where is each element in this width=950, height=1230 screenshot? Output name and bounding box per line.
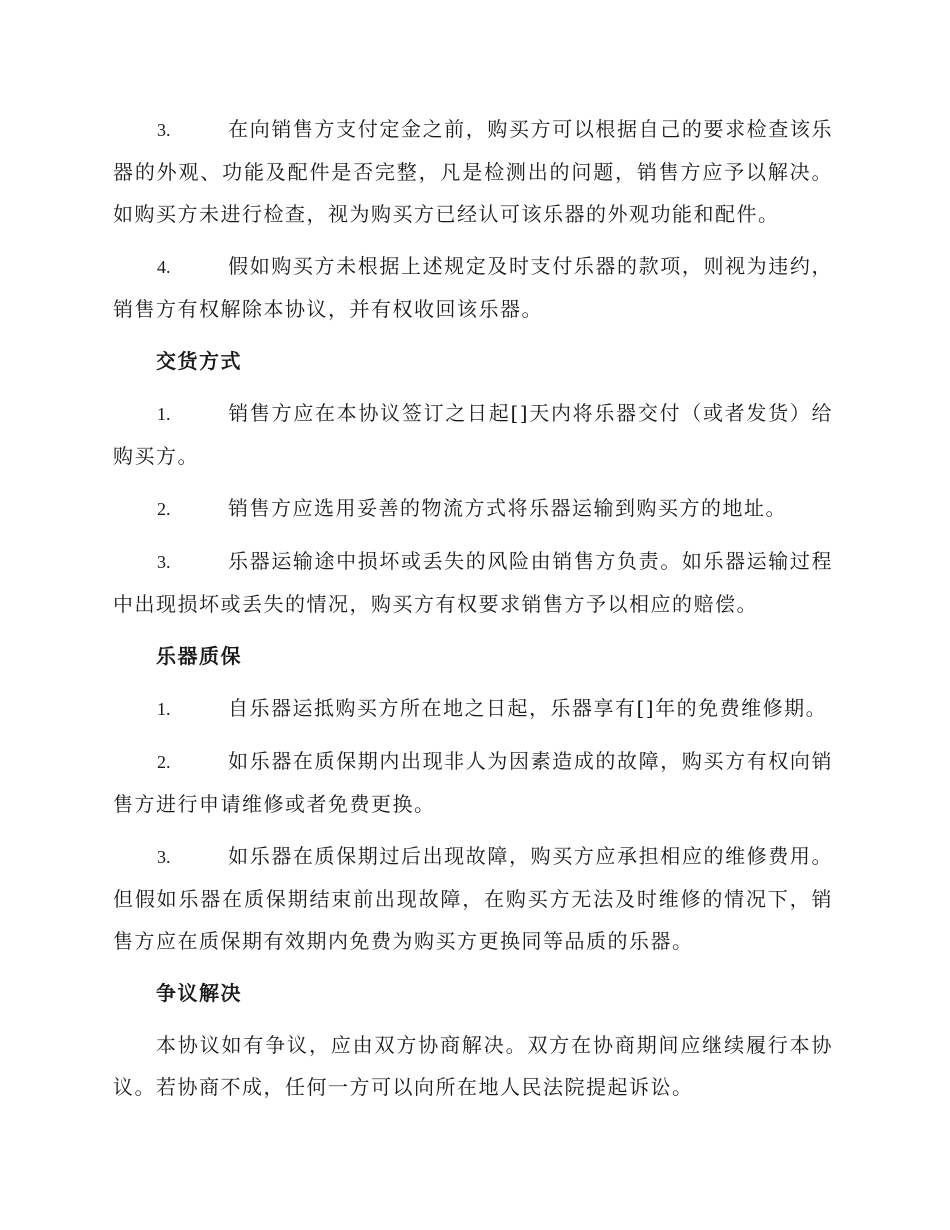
- clause-paragraph: [113, 687, 833, 730]
- clause-number: 1.: [157, 404, 171, 424]
- clause-text: 如乐器在质保期过后出现故障，购买方应承担相应的维修费用。但假如乐器在质保期结束前出现故障，在购买方无法及时维修的情况下，销售方应在质保期有效期内免费为购买方更换同等品质的乐器。: [113, 844, 833, 953]
- clause-number: 4.: [157, 257, 171, 277]
- clause-paragraph: [113, 740, 833, 825]
- clause-number: 3.: [157, 552, 171, 572]
- clause-text: 假如购买方未根据上述规定及时支付乐器的款项，则视为违约，销售方有权解除本协议，并有权收回该乐器。: [113, 254, 833, 321]
- section-heading: 争议解决: [156, 981, 242, 1005]
- clause-text: 如乐器在质保期内出现非人为因素造成的故障，购买方有权向销售方进行申请维修或者免费更换。: [113, 749, 833, 816]
- clause-number: 2.: [157, 499, 171, 519]
- body-paragraph: 本协议如有争议，应由双方协商解决。双方在协商期间应继续履行本协议。若协商不成，任何一方可以向所在地人民法院提起诉讼。: [113, 1033, 833, 1099]
- clause-paragraph: [113, 108, 833, 235]
- clause-paragraph: [113, 540, 833, 625]
- clause-text: 在向销售方支付定金之前，购买方可以根据自己的要求检查该乐器的外观、功能及配件是否完整，凡是检测出的问题，销售方应予以解决。如购买方未进行检查，视为购买方已经认可该乐器的外观功能和配件。: [113, 117, 833, 226]
- section-heading: 乐器质保: [156, 644, 242, 668]
- document-body: [113, 108, 833, 1118]
- clause-number: 3.: [157, 847, 171, 867]
- clause-paragraph: [113, 245, 833, 330]
- clause-number: 1.: [157, 699, 171, 719]
- clause-number: 3.: [157, 120, 171, 140]
- clause-paragraph: [113, 487, 833, 530]
- clause-text: 乐器运输途中损坏或丢失的风险由销售方负责。如乐器运输过程中出现损坏或丢失的情况，购买方有权要求销售方予以相应的赔偿。: [113, 549, 833, 616]
- clause-text: 销售方应选用妥善的物流方式将乐器运输到购买方的地址。: [228, 496, 787, 520]
- clause-number: 2.: [157, 752, 171, 772]
- section-heading: 交货方式: [156, 349, 242, 373]
- clause-text: 自乐器运抵购买方所在地之日起，乐器享有[]年的免费维修期。: [228, 696, 828, 720]
- clause-text: 销售方应在本协议签订之日起[]天内将乐器交付（或者发货）给购买方。: [113, 401, 833, 468]
- clause-paragraph: [113, 392, 833, 477]
- clause-paragraph: [113, 835, 833, 962]
